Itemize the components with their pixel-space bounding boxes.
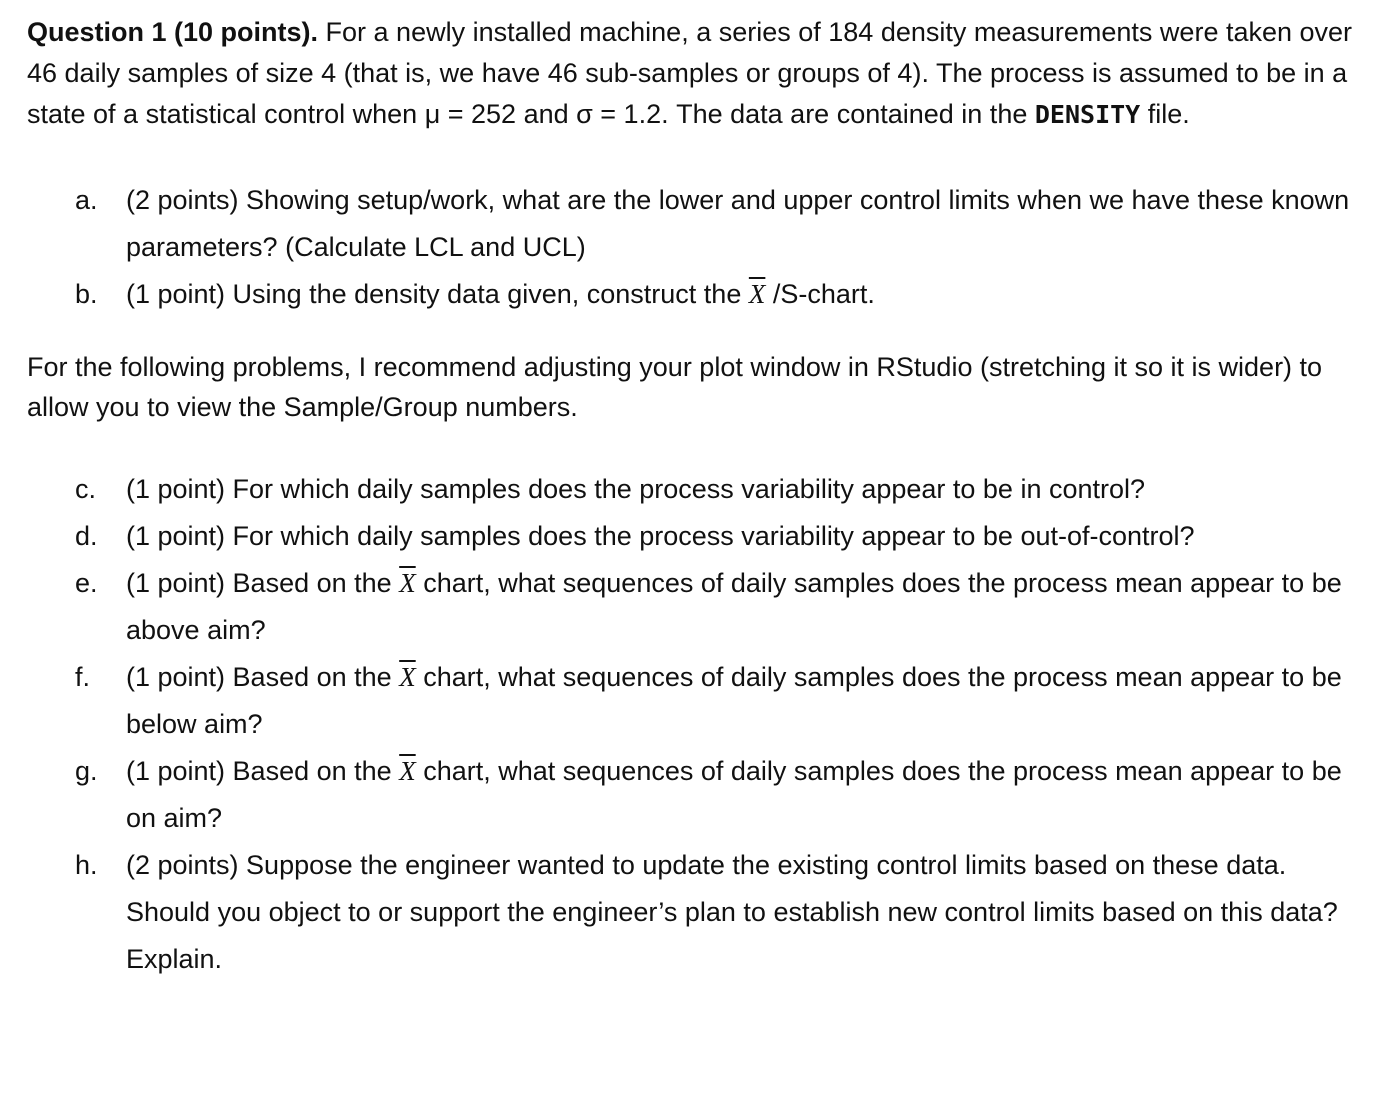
parts-list-ab	[27, 177, 1357, 318]
part-letter: f.	[75, 662, 91, 692]
part-letter: b.	[75, 279, 98, 309]
part-h	[27, 842, 1357, 983]
question-title: Question 1 (10 points).	[27, 17, 319, 47]
part-g	[27, 748, 1357, 842]
part-b	[27, 271, 1357, 318]
part-text: (1 point) Using the density data given, construct the	[126, 279, 749, 309]
part-d	[27, 513, 1357, 560]
xbar-symbol: $\overline{X}$	[748, 279, 766, 309]
part-letter: e.	[75, 568, 98, 598]
document-page	[27, 12, 1357, 983]
file-name: DENSITY	[1034, 100, 1141, 129]
part-text: (1 point) For which daily samples does the process variability appear to be out-of-control?	[126, 521, 1195, 551]
part-text: (1 point) Based on the	[126, 568, 400, 598]
part-a	[27, 177, 1357, 271]
part-letter: d.	[75, 521, 98, 551]
part-letter: h.	[75, 850, 98, 880]
parts-list-ch	[27, 466, 1357, 983]
part-letter: a.	[75, 185, 98, 215]
question-intro	[27, 12, 1357, 135]
recommendation-paragraph: For the following problems, I recommend adjusting your plot window in RStudio (stretching it so it is wider) to allow you to view the Sample/Group numbers.	[27, 352, 1323, 422]
part-text-end: chart, what sequences of daily samples does the process mean appear to be below aim?	[126, 662, 1342, 739]
part-c	[27, 466, 1357, 513]
xbar-symbol: $\overline{X}$	[399, 756, 416, 786]
xbar-symbol: $\overline{X}$	[399, 662, 416, 692]
part-text: (1 point) Based on the	[126, 662, 400, 692]
part-text: (1 point) For which daily samples does the process variability appear to be in control?	[126, 474, 1146, 504]
intro-text: For a newly installed machine, a series of 184 density measurements were taken over 46 daily samples of size 4 (that is, we have 46 sub-samples or groups of 4). The process is assumed to be in a state of a statistical control when μ = 252 and σ = 1.2. The data are contained in the	[27, 17, 1353, 129]
part-letter: c.	[75, 474, 97, 504]
part-text: (2 points) Showing setup/work, what are the lower and upper control limits when we have these known parameters? (Calculate LCL and UCL)	[126, 185, 1350, 262]
intro-text-end: file.	[1140, 99, 1190, 129]
xbar-symbol: $\overline{X}$	[399, 568, 416, 598]
part-text-end: /S-chart.	[765, 279, 875, 309]
part-text-end: chart, what sequences of daily samples does the process mean appear to be on aim?	[126, 756, 1342, 833]
part-text-end: chart, what sequences of daily samples does the process mean appear to be above aim?	[126, 568, 1342, 645]
part-text: (1 point) Based on the	[126, 756, 400, 786]
part-text: (2 points) Suppose the engineer wanted to update the existing control limits based on these data. Should you object to or support the engineer’s plan to establish new control limits based on this data? Explain.	[126, 850, 1338, 974]
part-letter: g.	[75, 756, 98, 786]
part-e	[27, 560, 1357, 654]
part-f	[27, 654, 1357, 748]
